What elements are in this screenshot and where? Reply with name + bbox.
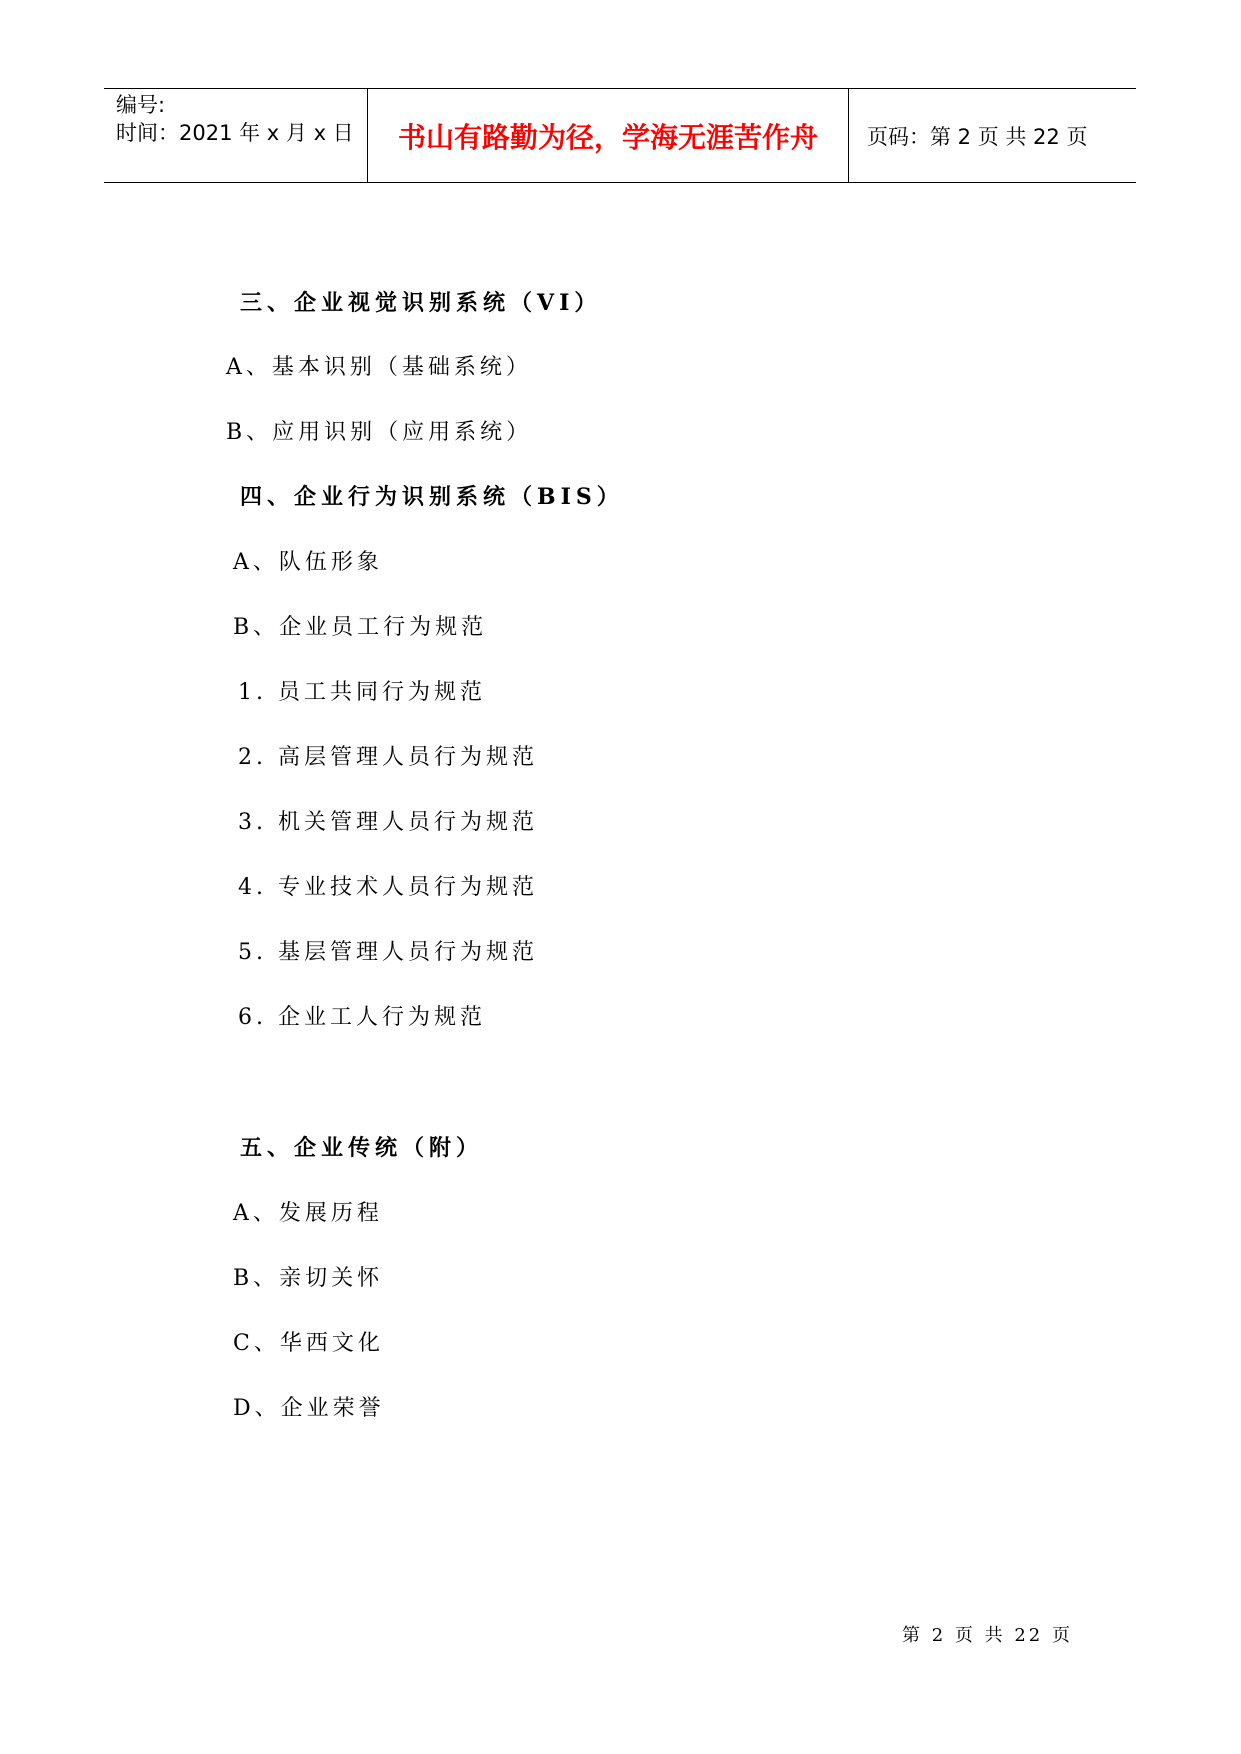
page-header: [104, 88, 1136, 183]
section-3-item-b: B、应用识别（应用系统）: [226, 420, 533, 445]
section-3-title: 三、企业视觉识别系统（VI）: [240, 290, 602, 316]
section-4-item-a: A、队伍形象: [233, 550, 383, 575]
section-5-item-b: B、亲切关怀: [233, 1266, 384, 1291]
section-5-title: 五、企业传统（附）: [240, 1135, 484, 1161]
page-footer: 第 2 页 共 22 页: [902, 1625, 1073, 1646]
header-motto: 书山有路勤为径，学海无涯苦作舟: [397, 120, 818, 154]
header-page-label: 页码：第 2 页 共 22 页: [867, 124, 1088, 149]
section-4-item-b: B、企业员工行为规范: [233, 615, 488, 640]
section-4-subitem-4: 4. 专业技术人员行为规范: [238, 875, 538, 900]
section-4-subitem-6: 6. 企业工人行为规范: [238, 1005, 486, 1030]
section-5-item-d: D、企业荣誉: [233, 1396, 385, 1421]
section-4-subitem-1: 1. 员工共同行为规范: [238, 680, 486, 705]
section-4-subitem-5: 5. 基层管理人员行为规范: [238, 940, 538, 965]
section-4-title: 四、企业行为识别系统（BIS）: [240, 484, 624, 510]
header-number-label: 编号:: [116, 93, 166, 117]
header-time-label: 时间：2021 年 x 月 x 日: [116, 121, 354, 145]
section-3-item-a: A、基本识别（基础系统）: [226, 355, 532, 380]
section-5-item-a: A、发展历程: [233, 1201, 383, 1226]
header-meta: [104, 89, 367, 182]
section-4-subitem-2: 2. 高层管理人员行为规范: [238, 745, 538, 770]
section-5-item-c: C、华西文化: [233, 1331, 384, 1356]
section-4-subitem-3: 3. 机关管理人员行为规范: [238, 810, 538, 835]
